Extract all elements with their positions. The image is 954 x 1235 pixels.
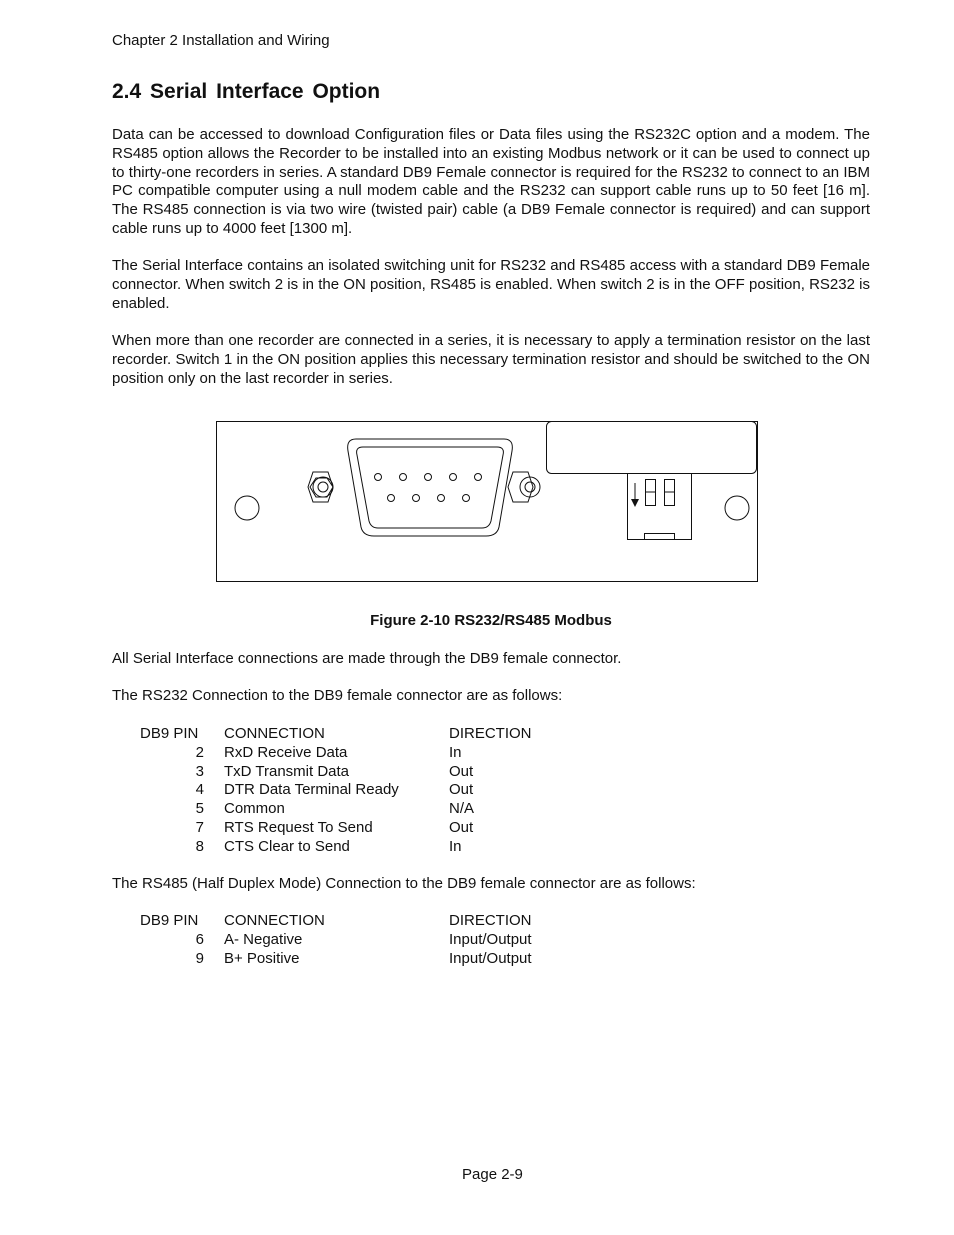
header-direction: DIRECTION — [449, 725, 532, 742]
db9-pin — [475, 474, 482, 481]
paragraph-switching-unit: The Serial Interface contains an isolated switching unit for RS232 and RS485 access with a standard DB9 Female connector. When switch 2 is in the ON position, RS485 is enabled. When switch 2 is in the OFF position, RS232 is enabled. — [112, 257, 870, 312]
header-connection: CONNECTION — [224, 912, 325, 929]
direction-value: N/A — [449, 800, 475, 818]
rs232-intro-text: The RS232 Connection to the DB9 female connector are as follows: — [112, 687, 563, 704]
label-box — [547, 422, 757, 474]
mounting-hole-left — [235, 496, 259, 520]
connection-name: CTS Clear to Send — [224, 837, 350, 855]
all-connections-text: All Serial Interface connections are made through the DB9 female connector. — [112, 650, 622, 667]
direction-value: Out — [449, 762, 474, 780]
rs485-intro-text: The RS485 (Half Duplex Mode) Connection to the DB9 female connector are as follows: — [112, 875, 696, 892]
direction-value: In — [449, 743, 462, 761]
db9-shell-outer — [348, 439, 513, 536]
header-db9-pin: DB9 PIN — [140, 725, 199, 742]
dip-switch-tab — [645, 534, 675, 540]
db9-pin — [375, 474, 382, 481]
db9-pin — [463, 495, 470, 502]
pin-number: 4 — [195, 781, 204, 799]
paragraph-termination: When more than one recorder are connected in a series, it is necessary to apply a termination resistor on the last recorder. Switch 1 in the ON position applies this necessary termination resistor and should be switched to the ON position only on the last recorder in series. — [112, 332, 870, 387]
direction-value: Input/Output — [449, 930, 532, 948]
pin-number: 6 — [195, 930, 204, 948]
pin-number: 5 — [195, 800, 204, 818]
paragraph-data-access: Data can be accessed to download Configuration files or Data files using the RS232C option and a modem. The RS485 option allows the Recorder to be installed into an existing Modbus network or it can be used to connect up to thirty-one recorders in series. A standard DB9 Female connector is required for the RS232 to connect to an IBM PC compatible computer using a null modem cable and the RS232 can support cable runs up to 50 feet [16 m]. The RS485 connection is via two wire (twisted pair) cable (a DB9 Female connector is required) and can support cable runs up to 4000 feet [1300 m]. — [112, 126, 870, 237]
db9-pin — [438, 495, 445, 502]
pin-number: 7 — [195, 818, 204, 836]
db9-pin — [425, 474, 432, 481]
db9-shell-inner — [357, 447, 504, 528]
db9-pin — [388, 495, 395, 502]
connection-name: Common — [224, 800, 285, 818]
db9-pin — [400, 474, 407, 481]
panel-outline — [217, 422, 758, 582]
connection-name: RxD Receive Data — [224, 743, 348, 761]
standoff-left — [308, 472, 333, 502]
pin-number: 8 — [195, 837, 204, 855]
standoff-right — [508, 472, 540, 502]
serial-interface-figure — [216, 421, 758, 583]
direction-value: Out — [449, 818, 474, 836]
header-db9-pin: DB9 PIN — [140, 912, 199, 929]
section-title: 2.4 Serial Interface Option — [112, 80, 381, 103]
running-header: Chapter 2 Installation and Wiring — [112, 32, 330, 49]
mounting-hole-right — [725, 496, 749, 520]
pin-number: 3 — [195, 762, 204, 780]
direction-value: In — [449, 837, 462, 855]
connection-name: TxD Transmit Data — [224, 762, 350, 780]
direction-value: Out — [449, 781, 474, 799]
header-connection: CONNECTION — [224, 725, 325, 742]
serial-interface-panel-drawing — [216, 421, 758, 583]
pin-number: 9 — [195, 949, 204, 967]
connection-name: DTR Data Terminal Ready — [224, 781, 399, 799]
connection-name: A- Negative — [224, 930, 303, 948]
page-number: Page 2-9 — [462, 1166, 523, 1183]
header-direction: DIRECTION — [449, 912, 532, 929]
db9-pin — [450, 474, 457, 481]
db9-pin — [413, 495, 420, 502]
dip-switch-block — [628, 474, 692, 540]
direction-value: Input/Output — [449, 949, 532, 967]
arrow-head-icon — [631, 499, 639, 507]
pin-number: 2 — [195, 743, 204, 761]
figure-caption: Figure 2-10 RS232/RS485 Modbus — [370, 612, 612, 629]
connection-name: RTS Request To Send — [224, 818, 373, 836]
connection-name: B+ Positive — [224, 949, 300, 967]
